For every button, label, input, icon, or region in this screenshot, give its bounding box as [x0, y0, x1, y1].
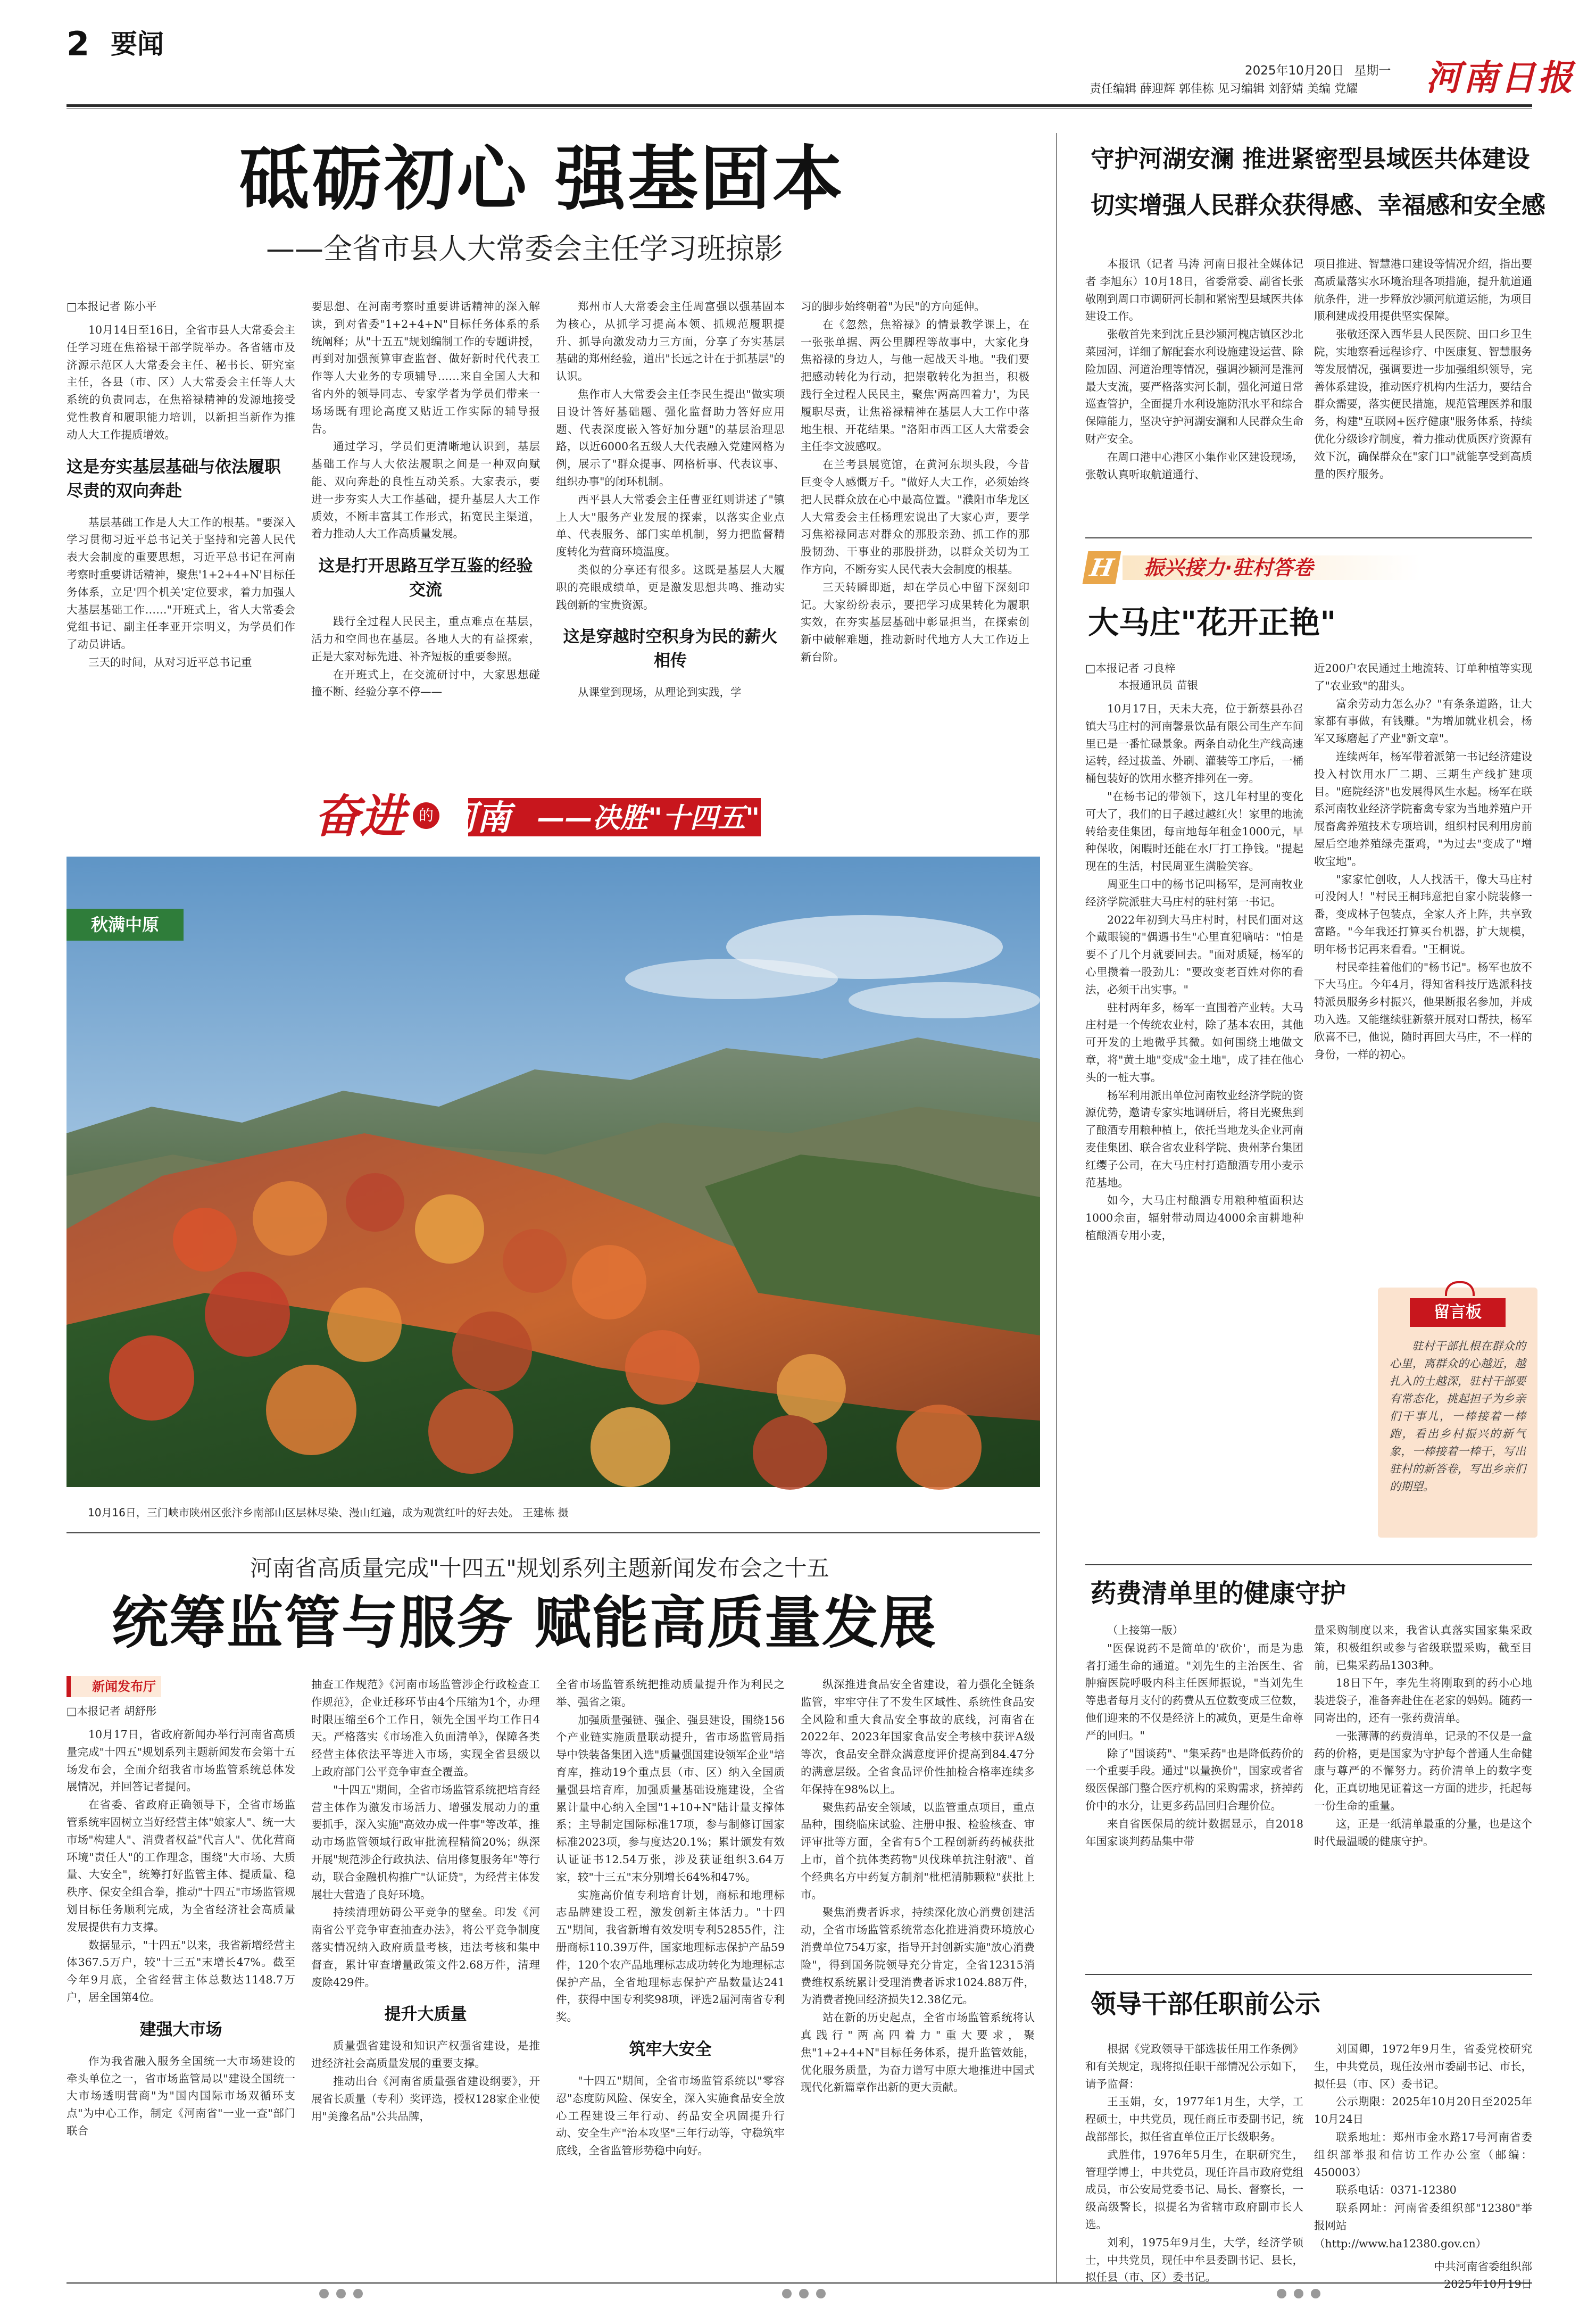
- article-1-byline: □本报记者 陈小平: [66, 300, 157, 313]
- series-banner: [309, 787, 787, 846]
- footer-dot: [799, 2289, 809, 2298]
- article-5-para: 除了"国谈药"、"集采药"也是降低药价的一个重要手段。通过"以量换价"，国家或者省级医保部门整合医疗机构的采购需求，挤掉药价中的水分，让更多药品回归合理价位。: [1085, 1747, 1303, 1812]
- article-1-col-3: [556, 298, 785, 756]
- article-4-para: 周亚生口中的杨书记叫杨军，是河南牧业经济学院派驻大马庄村的驻村第一书记。: [1085, 877, 1303, 908]
- article-3-col-1: [1085, 255, 1303, 527]
- article-2-para: "十四五"期间，全省市场监管系统以"零容忍"态度防风险、保安全，深入实施食品安全放心工程建设三年行动、药品安全巩固提升行动、安全生产"治本攻坚"三年行动等，守稳筑牢底线，全省监管形势稳中向好。: [556, 2074, 785, 2157]
- article-2-para: 聚焦药品安全领域，以监管重点项目，重点品种，围绕临床试验、注册申报、检验核查、审评审批等方面，全省有5个工程创新药药械获批上市，首个抗体类药物"贝伐珠单抗注射液"、首个经典名方中药复方制剂"枇杷清肺颗粒"获批上市。: [801, 1800, 1035, 1901]
- article-1-para: 三天转瞬即逝，却在学员心中留下深刻印记。大家纷纷表示，要把学习成果转化为履职实效，在夯实基层基础中彰显担当，在探索创新中破解难题，推动新时代地方人大工作迈上新台阶。: [801, 580, 1029, 663]
- article-1-para: 基层基础工作是人大工作的根基。"要深入学习贯彻习近平总书记关于坚持和完善人民代表大会制度的重要思想，习近平总书记在河南考察时重要讲话精神，聚焦'1+2+4+N'目标任务体系，立足'四个机关'定位要求，着力加强人大基层基础工作……"开班式上，省人大常委会党组书记、副主任李亚开宗明义，为学员们作了动员讲话。: [66, 516, 295, 651]
- article-4-para: 村民牵挂着他们的"杨书记"。杨军也放不下大马庄。今年4月，得知省科技厅选派科技特派员服务乡村振兴，他果断报名参加，并成功入选。又能继续驻新蔡开展对口帮扶，杨军欣喜不已，他说，随时再回大马庄，不一样的身份，一样的初心。: [1314, 960, 1532, 1061]
- article-4-para: 如今，大马庄村酿酒专用粮种植面积达1000余亩，辐射带动周边4000余亩耕地种植酿酒专用小麦，: [1085, 1194, 1303, 1242]
- article-2-para: "十四五"期间，全省市场监管系统把培育经营主体作为激发市场活力、增强发展动力的重要抓手，深入实施"高效办成一件事"等改革，推动市场监管领域行政审批流程精简20%；纵深开展"规范涉企行政执法、信用修复服务年"等行动，联合金融机构推广"认证贷"，为经营主体发展壮大营造了良好环境。: [311, 1783, 540, 1901]
- article-6-headline: 领导干部任职前公示: [1091, 1989, 1321, 2019]
- article-6-col-2: [1314, 2040, 1532, 2291]
- article-1-para: 10月14日至16日，全省市县人大常委会主任学习班在焦裕禄干部学院举办。各省辖市及济源示范区人大常委会主任、秘书长、研究室主任，各县（市、区）人大常委会主任等人大系统的负责同志，在焦裕禄精神的发源地接受党性教育和履职能力培训，以新担当新作为推动人大工作提质增效。: [66, 323, 295, 441]
- article-3-para: 张敬还深入西华县人民医院、田口乡卫生院，实地察看远程诊疗、中医康复、智慧服务等发展情况，强调要进一步加强组织领导，完善体系建设，推动医疗机构内生活力，要结合群众需要，落实便民措施，规范管理医养和服务，构建"互联网+医疗健康"服务体系，持续优化分级诊疗制度，着力推动优质医疗资源有效下沉，确保群众在"家门口"就能享受到高质量的医疗服务。: [1314, 328, 1532, 480]
- article-5-headline: 药费清单里的健康守护: [1091, 1579, 1346, 1608]
- message-board-text: 驻村干部扎根在群众的心里，离群众的心越近，越扎入的土越深，驻村干部要有常态化，挑起担子为乡亲们干事儿，一棒接着一棒跑，看出乡村振兴的新气象，一棒接着一棒干，写出驻村的新答卷，写出乡亲们的期望。: [1390, 1340, 1526, 1493]
- article-4-para: 10月17日，天未大亮，位于新蔡县孙召镇大马庄村的河南馨景饮品有限公司生产车间里已是一番忙碌景象。两条自动化生产线高速运转，经过拔盖、外刷、灌装等工序后，一桶桶包装好的饮用水整齐排列在一旁。: [1085, 702, 1303, 785]
- article-1-col-1: [66, 298, 295, 756]
- article-3-para: 在周口港中心港区小集作业区建设现场，张敬认真听取航道通行、: [1085, 450, 1303, 481]
- article-2-para: 实施高价值专利培育计划，商标和地理标志品牌建设工程，激发创新主体活力。"十四五"期间，我省新增有效发明专利52855件，注册商标110.39万件，国家地理标志保护产品59件，120个农产品地理标志成功转化为地理标志保护产品，全省地理标志保护产品数量达241件，获得中国专利奖98项，评选2届河南省专利奖。: [556, 1888, 785, 2024]
- article-4-para: 连续两年，杨军带着派第一书记经济建设投入村饮用水厂二期、三期生产线扩建项目。"庭院经济"也发展得风生水起。杨军在联系河南牧业经济学院畜禽专家为当地养殖户开展畜禽养殖技术专项培训，组织村民利用房前屋后空地养殖绿壳蛋鸡，"为过去"变成了"增收宝地"。: [1314, 750, 1532, 868]
- article-2-col-4: [801, 1676, 1035, 2267]
- footer-dot: [336, 2289, 346, 2298]
- article-6-para: （http://www.ha12380.gov.cn）: [1314, 2237, 1487, 2250]
- article-6-para: 联系网址：河南省委组织部"12380"举报网站: [1314, 2202, 1532, 2232]
- banner-title-c: 河南: [443, 798, 511, 838]
- article-2-para: 聚焦消费者诉求，持续深化放心消费创建活动，全省市场监管系统常态化推进消费环境放心消费单位754万家，指导开封创新实施"放心消费险"，得到国务院领导充分肯定，全省12315消费维权系统累计受理消费者诉求1024.88万件，为消费者挽回经济损失12.38亿元。: [801, 1906, 1035, 2006]
- article-1-subhead-2: 这是打开思路互学互鉴的经验交流: [318, 557, 533, 600]
- article-4-col-2: [1314, 660, 1532, 1245]
- article-6-para: 刘利，1975年9月生，大学，经济学硕士，中共党员，现任中牟县委副书记、县长，拟任县（市、区）委书记。: [1085, 2236, 1303, 2284]
- banner-title-b: 的: [413, 802, 439, 829]
- article-2-kicker: 河南省高质量完成"十四五"规划系列主题新闻发布会之十五: [250, 1555, 829, 1581]
- article-6-para: 刘国卿，1972年9月生，省委党校研究生，中共党员，现任汝州市委副书记、市长，拟任县（市、区）委书记。: [1314, 2043, 1532, 2090]
- footer-dots-left: [319, 2289, 370, 2301]
- footer-dot: [782, 2289, 792, 2298]
- article-2-col-3: [556, 1676, 785, 2267]
- autumn-landscape-photo: [66, 857, 1040, 1487]
- issue-date: [1245, 63, 1391, 79]
- article-1-subhead-1: 这是夯实基层基础与依法履职尽责的双向奔赴: [66, 457, 281, 501]
- article-1-para: 从课堂到现场，从理论到实践，学: [578, 686, 742, 699]
- article-4-headline: 大马庄"花开正艳": [1088, 604, 1336, 641]
- article-1-headline: 砥砺初心 强基固本: [239, 138, 845, 220]
- article-2-para: 抽查工作规范》《河南市场监管涉企行政检查工作规范》，企业迁移环节由4个压缩为1个，办理时限压缩至6个工作日，领先全国平均工作日4天。严格落实《市场准入负面清单》，保障各类经营主体依法平等进入市场，实现全省县级以上政府部门公平竞争审查全覆盖。: [311, 1678, 540, 1778]
- photo-label: 秋满中原: [66, 909, 184, 941]
- article-1-para: 践行全过程人民民主，重点难点在基层，活力和空间也在基层。各地人大的有益探索，正是大家对标先进、补齐短板的重要参照。: [311, 615, 540, 663]
- article-1-subheadline: ——全省市县人大常委会主任学习班掠影: [266, 232, 783, 265]
- article-4-para: 富余劳动力怎么办？"有条条道路，让大家都有事做，有钱赚。"为增加就业机会，杨军又琢磨起了产业"新文章"。: [1314, 697, 1532, 745]
- article-1-para: 习的脚步始终朝着"为民"的方向延伸。: [801, 300, 985, 313]
- article-1-para: 西平县人大常委会主任曹亚红则讲述了"镇上人大"服务产业发展的探索，以落实企业点单、代表服务、部门实单机制，努力把监督精度转化为营商环境温度。: [556, 493, 785, 559]
- article-1-para: 在兰考县展览馆，在黄河东坝头段，今昔巨变令人感慨万千。"做好人大工作，必须始终把人民群众放在心中最高位置。"濮阳市华龙区人大常委会主任杨理宏说出了大家心声，要学习焦裕禄同志对群众的那股亲劲、抓工作的那股韧劲、干事业的那股拼劲，以群众关切为工作方向，不断夯实人民代表大会制度的根基。: [801, 458, 1029, 576]
- article-4-byline-1: □本报记者 刁良梓: [1085, 662, 1176, 675]
- article-2-subhead-1: 建强大市场: [139, 2020, 222, 2039]
- article-2-subhead-2: 提升大质量: [384, 2005, 467, 2024]
- message-board: [1378, 1288, 1537, 1538]
- page-number: 2: [66, 24, 90, 63]
- article-6-para: 联系电话：0371-12380: [1336, 2184, 1457, 2197]
- article-5-para: 一张薄薄的药费清单，记录的不仅是一盒药的价格，更是国家为守护每个普通人生命健康与尊严的不懈努力。药价清单上的数字变化，正真切地见证着这一方面的进步，托起每一份生命的重量。: [1314, 1729, 1532, 1812]
- article-4-byline-2: 本报通讯员 苗银: [1118, 679, 1199, 692]
- article-3-para: 项目推进、智慧港口建设等情况介绍，指出要高质量落实水环境治理各项措施，提升航道通航条件，进一步释放沙颍河航道运能，为项目顺利建成投用提供坚实保障。: [1314, 258, 1532, 323]
- article-6-para: 武胜伟，1976年5月生，在职研究生，管理学博士，中共党员，现任许昌市政府党组成员，市公安局党委书记、局长、督察长，一级高级警长，拟提名为省辖市政府副市长人选。: [1085, 2148, 1303, 2231]
- article-1-col-2: [311, 298, 540, 756]
- article-5-col-1: [1085, 1622, 1303, 1962]
- article-2-para: 数据显示，"十四五"以来，我省新增经营主体367.5万户，较"十三五"末增长47%。截至今年9月底，全省经营主体总数达1148.7万户，居全国第4位。: [66, 1938, 295, 2004]
- footer-dot: [816, 2289, 826, 2298]
- article-6-signature-date: 2025年10月19日: [1444, 2278, 1532, 2291]
- article-2-tag: 新闻发布厅: [66, 1676, 161, 1697]
- article-2-col-2: [311, 1676, 540, 2267]
- article-2-para: 纵深推进食品安全省建设，着力强化全链条监管，牢牢守住了不发生区域性、系统性食品安全风险和重大食品安全事故的底线，河南省在2022年、2023年国家食品安全考核中获评A级等次，食品安全群众满意度评价提高到84.47分的满意层级。全省食品评价性抽检合格率连续多年保持在98%以上。: [801, 1678, 1035, 1796]
- article-5-para: 来自省医保局的统计数据显示，自2018年国家谈判药品集中带: [1085, 1817, 1303, 1848]
- article-2-para: 作为我省融入服务全国统一大市场建设的牵头单位之一，省市场监管局以"建设全国统一大市场透明营商"为"国内国际市场双循环支点"为中心工作，制定《河南省"一业一查"部门联合: [66, 2054, 295, 2137]
- article-4-col-1: [1085, 660, 1303, 1554]
- article-4-para: 近200户农民通过土地流转、订单种植等实现了"农业致"的甜头。: [1314, 662, 1532, 692]
- weekday-text: 星期一: [1354, 64, 1391, 78]
- footer-dots-center: [782, 2289, 833, 2301]
- article-4-para: "家家忙创收，人人找活干，像大马庄村可没闲人！"村民王桐玮意把自家小院装修一番，变成林子包装点，全家人齐上阵，共享致富路。"今年我还打算买台机器，扩大规模，明年杨书记再来看看。"王桐说。: [1314, 873, 1532, 956]
- article-1-subhead-3: 这是穿越时空积身为民的薪火相传: [563, 627, 778, 671]
- masthead-rule: [66, 104, 1532, 107]
- article-1-para: 郑州市人大常委会主任周富强以强基固本为核心，从抓学习提高本领、抓规范履职提升、抓导向激发动力三方面，分享了夯实基层基础的郑州经验，道出"长远之计在于抓基层"的认识。: [556, 300, 785, 383]
- article-2-para: 持续清理妨碍公平竞争的壁垒。印发《河南省公平竞争审查抽查办法》，将公平竞争制度落实情况纳入政府质量考核，违法考核和集中督查，累计审查增量政策文件2.68万件，清理废除429件。: [311, 1906, 540, 1989]
- article-1-para: 焦作市人大常委会主任李民生提出"做实项目设计答好基础题、强化监督助力答好应用题、代表深度嵌入答好加分题"的基层治理思路，以近6000名五级人大代表融入党建网格为例，展示了"群众提事、网格析事、代表议事、组织办事"的闭环机制。: [556, 387, 785, 488]
- article-2-para: 加强质量强链、强企、强县建设，围绕156个产业链实施质量联动提升，省市场监管局指导中铁装备集团入选"质量强国建设领军企业"培育库，推动19个重点县（市、区）纳入全国质量强县培育库，加强质量基础设施建设，全省累计量中心纳入全国"1+10+N"陆计量支撑体系；主导制定国际标准17项，参与制修订国家标准2023项，参与度达20.1%；累计颁发有效认证证书12.54万张，涉及获证组织3.64万家，较"十三五"末分别增长64%和47%。: [556, 1713, 785, 1883]
- article-2-para: 10月17日，省政府新闻办举行河南省高质量完成"十四五"规划系列主题新闻发布会第十五场发布会，全面介绍我省市场监管系统总体发展情况，并回答记者提问。: [66, 1728, 295, 1794]
- article-4-para: "在杨书记的带领下，这几年村里的变化可大了，我们的日子越过越红火！家里的地流转给麦佳集团，每亩地每年租金1000元，早种保收，闲暇时还能在水厂打工挣钱。"提起现在的生活，村民周亚生满脸笑容。: [1085, 790, 1303, 873]
- column-tag-text: 振兴接力·驻村答卷: [1144, 556, 1314, 579]
- article-1-para: 在开班式上，在交流研讨中，大家思想碰撞不断、经验分享不停——: [311, 668, 540, 699]
- article-2-para: 在省委、省政府正确领导下，全省市场监管系统牢固树立当好经营主体"娘家人"、统一大市场"构建人"、消费者权益"代言人"、优化营商环境"责任人"的工作理念，围绕"大市场、大质量、大安全"，统筹打好监管主体、提质量、稳秩序、保安全组合拳，推动"十四五"市场监管规划目标任务顺利完成，为全省经济社会高质量发展提供有力支撑。: [66, 1798, 295, 1933]
- footer-dot: [1294, 2289, 1303, 2298]
- article-3-headline-2: 切实增强人民群众获得感、幸福感和安全感: [1091, 191, 1546, 219]
- footer-dot: [353, 2289, 363, 2298]
- article-1-para: 类似的分享还有很多。这既是基层人大履职的亮眼成绩单，更是激发思想共鸣、推动实践创新的宝贵资源。: [556, 563, 785, 611]
- message-board-clip: [1445, 1281, 1475, 1296]
- article-3-para: 张敬首先来到沈丘县沙颍河槐店镇区沙北菜园河，详细了解配套水利设施建设运营、除险加固、河道治理等情况，强调沙颍河是淮河最大支流，要严格落实河长制，强化河道日常巡查管护，全面提升水利设施防汛水平和综合保障能力，坚决守护河湖安澜和人民群众生命财产安全。: [1085, 328, 1303, 445]
- village-column-tag: [1085, 551, 1532, 584]
- article-3-rule: [1085, 537, 1532, 538]
- banner-title-a: 奋进: [314, 790, 405, 843]
- article-6-col-1: [1085, 2040, 1303, 2284]
- editor-credits: 责任编辑 薛迎辉 郭佳栋 见习编辑 刘舒婧 美编 党耀: [1090, 82, 1358, 96]
- article-2-byline: □本报记者 胡舒彤: [66, 1705, 157, 1717]
- article-4-para: 杨军利用派出单位河南牧业经济学院的资源优势，邀请专家实地调研后，将目光聚焦到了酿酒专用粮种植上，依托当地龙头企业河南麦佳集团、联合省农业科学院、贵州茅台集团红缨子公司，在大马庄村打造酿酒专用小麦示范基地。: [1085, 1089, 1303, 1189]
- article-4-para: 驻村两年多，杨军一直围着产业转。大马庄村是一个传统农业村，除了基本农田，其他可开发的土地微乎其微。如何围绕土地做文章，将"黄土地"变成"金土地"，成了挂在他心头的一桩大事。: [1085, 1001, 1303, 1084]
- article-2-col-1: [66, 1676, 295, 2267]
- article-5-para: 这，正是一纸清单最重的分量，也是这个时代最温暖的健康守护。: [1314, 1817, 1532, 1848]
- footer-dot: [319, 2289, 329, 2298]
- article-3-para: 本报讯（记者 马涛 河南日报社全媒体记者 李旭东）10月18日，省委常委、副省长张敬刚到周口市调研河长制和紧密型县域医共体建设工作。: [1085, 258, 1303, 323]
- article-5-para: 量采购制度以来，我省认真落实国家集采政策，积极组织或参与省级联盟采购，截至目前，已集采药品1303种。: [1314, 1624, 1532, 1672]
- article-3-headline-1: 守护河湖安澜 推进紧密型县域医共体建设: [1091, 145, 1530, 173]
- article-1-para: 三天的时间，从对习近平总书记重: [88, 655, 252, 669]
- article-2-subhead-3: 筑牢大安全: [629, 2039, 712, 2059]
- article-5-para: "医保说药不是简单的'砍价'，而是为患者打通生命的通道。"刘先生的主治医生、省肿瘤医院呼吸内科主任医师振说，"当刘先生等患者每月支付的药费从五位数变成三位数，他们迎来的不仅是经济上的减负，更是生命尊严的回归。": [1085, 1641, 1303, 1742]
- article-1-para: 在《忽然，焦裕禄》的情景教学课上，在一张张单据、两公里脚程等故事中，大家化身焦裕禄的身边人，与他一起战天斗地。"我们要把感动转化为行动，把崇敬转化为担当，积极践行全过程人民民主，聚焦'两高四着力'，为民履职尽责，让焦裕禄精神在基层人大工作中落地生根、开花结果。"洛阳市西工区人大常委会主任李文波感叹。: [801, 318, 1029, 453]
- article-1-col-4: [801, 298, 1029, 756]
- article-6-signature-org: 中共河南省委组织部: [1434, 2260, 1532, 2273]
- article-2-headline: 统筹监管与服务 赋能高质量发展: [112, 1589, 937, 1656]
- photo-section-rule: [66, 1532, 1040, 1533]
- article-3-col-2: [1314, 255, 1532, 527]
- article-4-para: 2022年初到大马庄村时，村民们面对这个戴眼镜的"偶遇书生"心里直犯嘀咕："怕是要不了几个月就要回去。"面对质疑，杨军的心里攒着一股劲儿："要改变老百姓对你的看法，必须干出实事。": [1085, 913, 1303, 996]
- message-board-title: 留言板: [1410, 1298, 1506, 1327]
- footer-rule: [66, 2282, 1532, 2284]
- article-2-para: 全省市场监管系统把推动质量提升作为利民之举、强省之策。: [556, 1678, 785, 1708]
- footer-dots-right: [1277, 2289, 1328, 2301]
- article-6-para: 根据《党政领导干部选拔任用工作条例》和有关规定，现将拟任职干部情况公示如下，请予监督：: [1085, 2043, 1303, 2090]
- article-5-para: 18日下午，李先生将刚取到的药小心地装进袋子，准备奔赴住在老家的妈妈。随药一同寄出的，还有一张药费清单。: [1314, 1676, 1532, 1724]
- article-6-para: 公示期限：2025年10月20日至2025年10月24日: [1314, 2095, 1532, 2126]
- right-column-divider: [1056, 133, 1057, 2282]
- article-1-para: 要思想、在河南考察时重要讲话精神的深入解读，到对省委"1+2+4+N"目标任务体系的系统阐释；从"十五五"规划编制工作的专题讲授，再到对加强预算审查监督、做好新时代代表工作等人大业务的专项辅导……来自全国人大和省内外的领导同志、专家学者为学员们带来一场场既有理论高度又贴近工作实际的辅导报告。: [311, 300, 540, 435]
- paper-logo: 河南日报: [1426, 57, 1575, 98]
- section-name: 要闻: [111, 28, 164, 60]
- footer-dot: [1277, 2289, 1286, 2298]
- banner-title-right: ——决胜"十四五": [537, 802, 760, 834]
- article-5-col-2: [1314, 1622, 1532, 1962]
- article-5-rule: [1085, 1974, 1532, 1975]
- footer-dot: [1311, 2289, 1320, 2298]
- photo-caption: 10月16日，三门峡市陕州区张汴乡南部山区层林尽染、漫山红遍，成为观赏红叶的好去处。 王建栋 摄: [88, 1506, 569, 1519]
- article-6-para: 联系地址：郑州市金水路17号河南省委组织部举报和信访工作办公室（邮编：450003）: [1314, 2130, 1532, 2179]
- article-2-para: 站在新的历史起点，全省市场监管系统将认真践行"两高四着力"重大要求，聚焦"1+2+4+N"目标任务体系，提升监管效能，优化服务质量，为奋力谱写中原大地推进中国式现代化新篇章作出新的更大贡献。: [801, 2011, 1035, 2094]
- article-2-para: 质量强省建设和知识产权强省建设，是推进经济社会高质量发展的重要支撑。: [311, 2039, 540, 2070]
- photo-illustration: [66, 857, 1040, 1487]
- article-6-para: 王玉娟，女，1977年1月生，大学，工程硕士，中共党员，现任商丘市委副书记，统战部部长，拟任省直单位正厅长级职务。: [1085, 2095, 1303, 2143]
- article-5-para: （上接第一版）: [1107, 1624, 1184, 1637]
- article-4-rule: [1085, 1564, 1532, 1565]
- article-2-para: 推动出台《河南省质量强省建设纲要》，开展省长质量（专利）奖评选，授权128家企业使用"美豫名品"公共品牌，: [311, 2074, 540, 2123]
- tag-letter-badge: H: [1083, 551, 1121, 584]
- date-text: 2025年10月20日: [1245, 64, 1344, 78]
- article-1-para: 通过学习，学员们更清晰地认识到，基层基础工作与人大依法履职之间是一种双向赋能、双向奔赴的良性互动关系。大家表示，要进一步夯实人大工作基础，提升基层人大工作质效，不断丰富其工作形式，拓宽民主渠道，着力推动人大工作高质量发展。: [311, 440, 540, 541]
